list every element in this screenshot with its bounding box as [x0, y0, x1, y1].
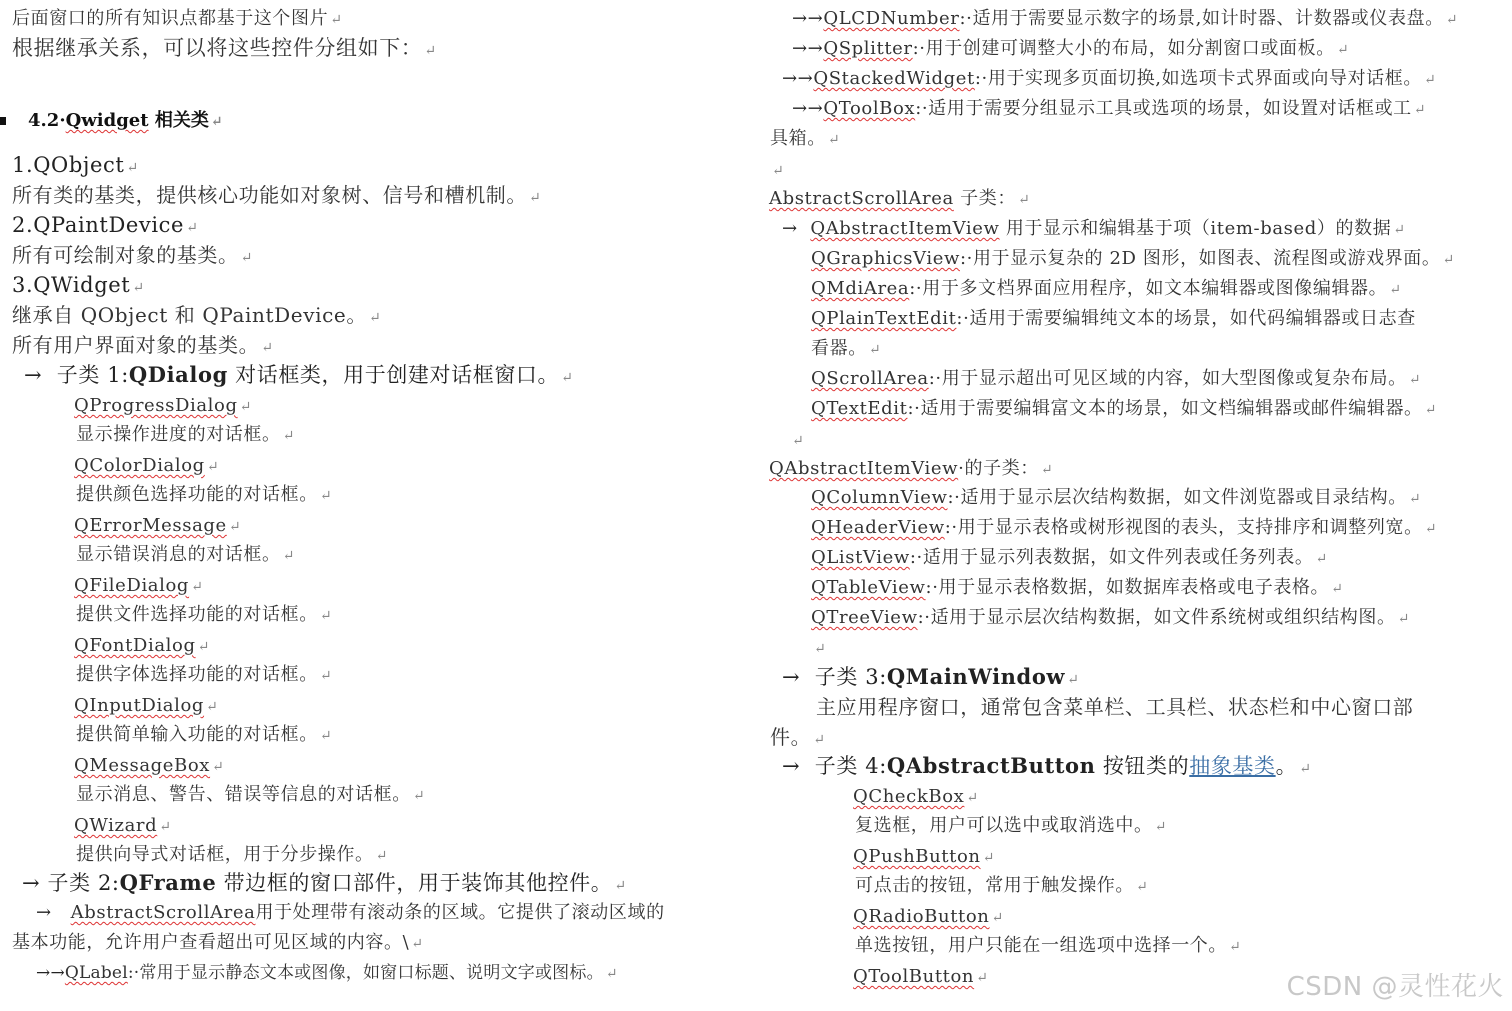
- aiv-subclass-item: QTableView:·用于显示表格数据，如数据库表格或电子表格。 ↵: [811, 577, 1344, 598]
- asa-subclass-item: QGraphicsView:·用于显示复杂的 2D 图形，如图表、流程图或游戏界面。 ↵: [811, 248, 1455, 269]
- button-class-desc: 复选框，用户可以选中或取消选中。 ↵: [855, 815, 1167, 836]
- qpaintdevice-desc: 所有可绘制对象的基类。 ↵: [12, 243, 253, 267]
- empty-paragraph: ↵: [772, 163, 785, 179]
- abstract-base-class-link[interactable]: 抽象基类: [1189, 754, 1276, 778]
- dialog-class-desc: 显示错误消息的对话框。 ↵: [76, 544, 295, 565]
- asa-subclass-item-cont: 看器。 ↵: [811, 338, 882, 359]
- double-arrow-icon: →→: [782, 68, 814, 89]
- dialog-class-desc: 提供文件选择功能的对话框。 ↵: [76, 604, 333, 625]
- subclass-1-line: → 子类 1:QDialog 对话框类，用于创建对话框窗口。 ↵: [24, 362, 574, 387]
- double-arrow-icon: →→: [792, 98, 824, 119]
- arrow-icon: →: [782, 754, 801, 778]
- dialog-class-name: QProgressDialog ↵: [74, 395, 252, 416]
- button-class-name: QToolButton ↵: [853, 966, 989, 987]
- aiv-subclass-item: QHeaderView:·用于显示表格或树形视图的表头，支持排序和调整列宽。 ↵: [811, 517, 1438, 538]
- double-arrow-icon: →→: [792, 38, 824, 59]
- frame-subclass-item: →→QSplitter:·用于创建可调整大小的布局，如分割窗口或面板。 ↵: [792, 38, 1350, 59]
- empty-paragraph: ↵: [792, 433, 805, 449]
- aiv-subclass-item: QColumnView:·适用于显示层次结构数据，如文件浏览器或目录结构。 ↵: [811, 487, 1422, 508]
- subclass-3-desc-cont: 件。 ↵: [770, 725, 826, 749]
- button-class-name: QCheckBox ↵: [853, 786, 979, 807]
- qwidget-title: 3.QWidget ↵: [12, 273, 145, 297]
- button-class-desc: 可点击的按钮，常用于触发操作。 ↵: [855, 875, 1149, 896]
- empty-paragraph: ↵: [814, 641, 827, 657]
- subclass-2-line: → 子类 2:QFrame 带边框的窗口部件，用于装饰其他控件。 ↵: [22, 870, 627, 895]
- asa-heading: AbstractScrollArea 子类： ↵: [769, 188, 1031, 209]
- dialog-class-name: QInputDialog ↵: [74, 695, 219, 716]
- dialog-class-desc: 提供向导式对话框，用于分步操作。 ↵: [76, 844, 388, 865]
- subclass-3-line: → 子类 3:QMainWindow ↵: [782, 664, 1080, 689]
- dialog-class-desc: 提供简单输入功能的对话框。 ↵: [76, 724, 333, 745]
- qwidget-desc-2: 所有用户界面对象的基类。 ↵: [12, 333, 274, 357]
- frame-subclass-item: →→QStackedWidget:·用于实现多页面切换,如选项卡式界面或向导对话框。 ↵: [782, 68, 1437, 89]
- asa-subclass-item: QTextEdit:·适用于需要编辑富文本的场景，如文档编辑器或邮件编辑器。 ↵: [811, 398, 1437, 419]
- aiv-subclass-item: QTreeView:·适用于显示层次结构数据，如文件系统树或组织结构图。 ↵: [811, 607, 1410, 628]
- heading-bullet: [0, 117, 6, 125]
- arrow-icon: →: [36, 902, 52, 923]
- arrow-icon: →: [782, 665, 801, 689]
- subclass-3-desc: 主应用程序窗口，通常包含菜单栏、工具栏、状态栏和中心窗口部: [816, 695, 1414, 719]
- button-class-desc: 单选按钮，用户只能在一组选项中选择一个。 ↵: [855, 935, 1242, 956]
- dialog-class-name: QColorDialog ↵: [74, 455, 220, 476]
- dialog-class-desc: 显示操作进度的对话框。 ↵: [76, 424, 295, 445]
- asa-subclass-item: QScrollArea:·用于显示超出可见区域的内容，如大型图像或复杂布局。 ↵: [811, 368, 1422, 389]
- frame-subclass-item: →→QLCDNumber:·适用于需要显示数字的场景,如计时器、计数器或仪表盘。 ↵: [792, 8, 1459, 29]
- dialog-class-desc: 提供字体选择功能的对话框。 ↵: [76, 664, 333, 685]
- frame-subclass-item: →→QToolBox:·适用于需要分组显示工具或选项的场景，如设置对话框或工 ↵: [792, 98, 1427, 119]
- dialog-class-name: QErrorMessage ↵: [74, 515, 242, 536]
- abstract-scroll-area-cont: 基本功能，允许用户查看超出可见区域的内容。\ ↵: [12, 932, 424, 953]
- intro-line-1: 后面窗口的所有知识点都基于这个图片 ↵: [12, 8, 343, 29]
- aiv-heading: QAbstractItemView·的子类： ↵: [769, 458, 1054, 479]
- asa-subclass-item: QPlainTextEdit:·适用于需要编辑纯文本的场景，如代码编辑器或日志查: [811, 308, 1416, 329]
- watermark: CSDN @灵性花火: [1286, 972, 1504, 1002]
- double-arrow-icon: →→: [792, 8, 824, 29]
- button-class-name: QRadioButton ↵: [853, 906, 1004, 927]
- qpaintdevice-title: 2.QPaintDevice ↵: [12, 213, 199, 237]
- arrow-icon: →: [22, 871, 41, 895]
- intro-line-2: 根据继承关系，可以将这些控件分组如下： ↵: [12, 36, 437, 60]
- aiv-subclass-item: QListView:·适用于显示列表数据，如文件列表或任务列表。 ↵: [811, 547, 1328, 568]
- qobject-desc: 所有类的基类，提供核心功能如对象树、信号和槽机制。 ↵: [12, 183, 542, 207]
- dialog-class-name: QMessageBox ↵: [74, 755, 225, 776]
- abstract-scroll-area-line: → AbstractScrollArea用于处理带有滚动条的区域。它提供了滚动区域的: [36, 902, 665, 923]
- toolbox-cont: 具箱。 ↵: [770, 128, 841, 149]
- qwidget-desc-1: 继承自 QObject 和 QPaintDevice。 ↵: [12, 303, 382, 327]
- double-arrow-icon: →→: [36, 963, 65, 983]
- button-class-name: QPushButton ↵: [853, 846, 995, 867]
- dialog-class-name: QWizard ↵: [74, 815, 172, 836]
- subclass-4-line: → 子类 4:QAbstractButton 按钮类的抽象基类。 ↵: [782, 753, 1312, 778]
- dialog-class-desc: 显示消息、警告、错误等信息的对话框。 ↵: [76, 784, 426, 805]
- arrow-icon: →: [24, 363, 43, 387]
- qobject-title: 1.QObject ↵: [12, 153, 139, 177]
- arrow-icon: →: [782, 218, 798, 239]
- qlabel-line: →→QLabel:·常用于显示静态文本或图像，如窗口标题、说明文字或图标。 ↵: [36, 963, 618, 983]
- dialog-class-name: QFontDialog ↵: [74, 635, 210, 656]
- dialog-class-desc: 提供颜色选择功能的对话框。 ↵: [76, 484, 333, 505]
- asa-subclass-item: QMdiArea:·用于多文档界面应用程序，如文本编辑器或图像编辑器。 ↵: [811, 278, 1402, 299]
- asa-subclass-item: → QAbstractItemView 用于显示和编辑基于项（item-based）的数据 ↵: [782, 218, 1406, 239]
- dialog-class-name: QFileDialog ↵: [74, 575, 204, 596]
- section-heading: 4.2·Qwidget 相关类 ↵: [28, 110, 223, 131]
